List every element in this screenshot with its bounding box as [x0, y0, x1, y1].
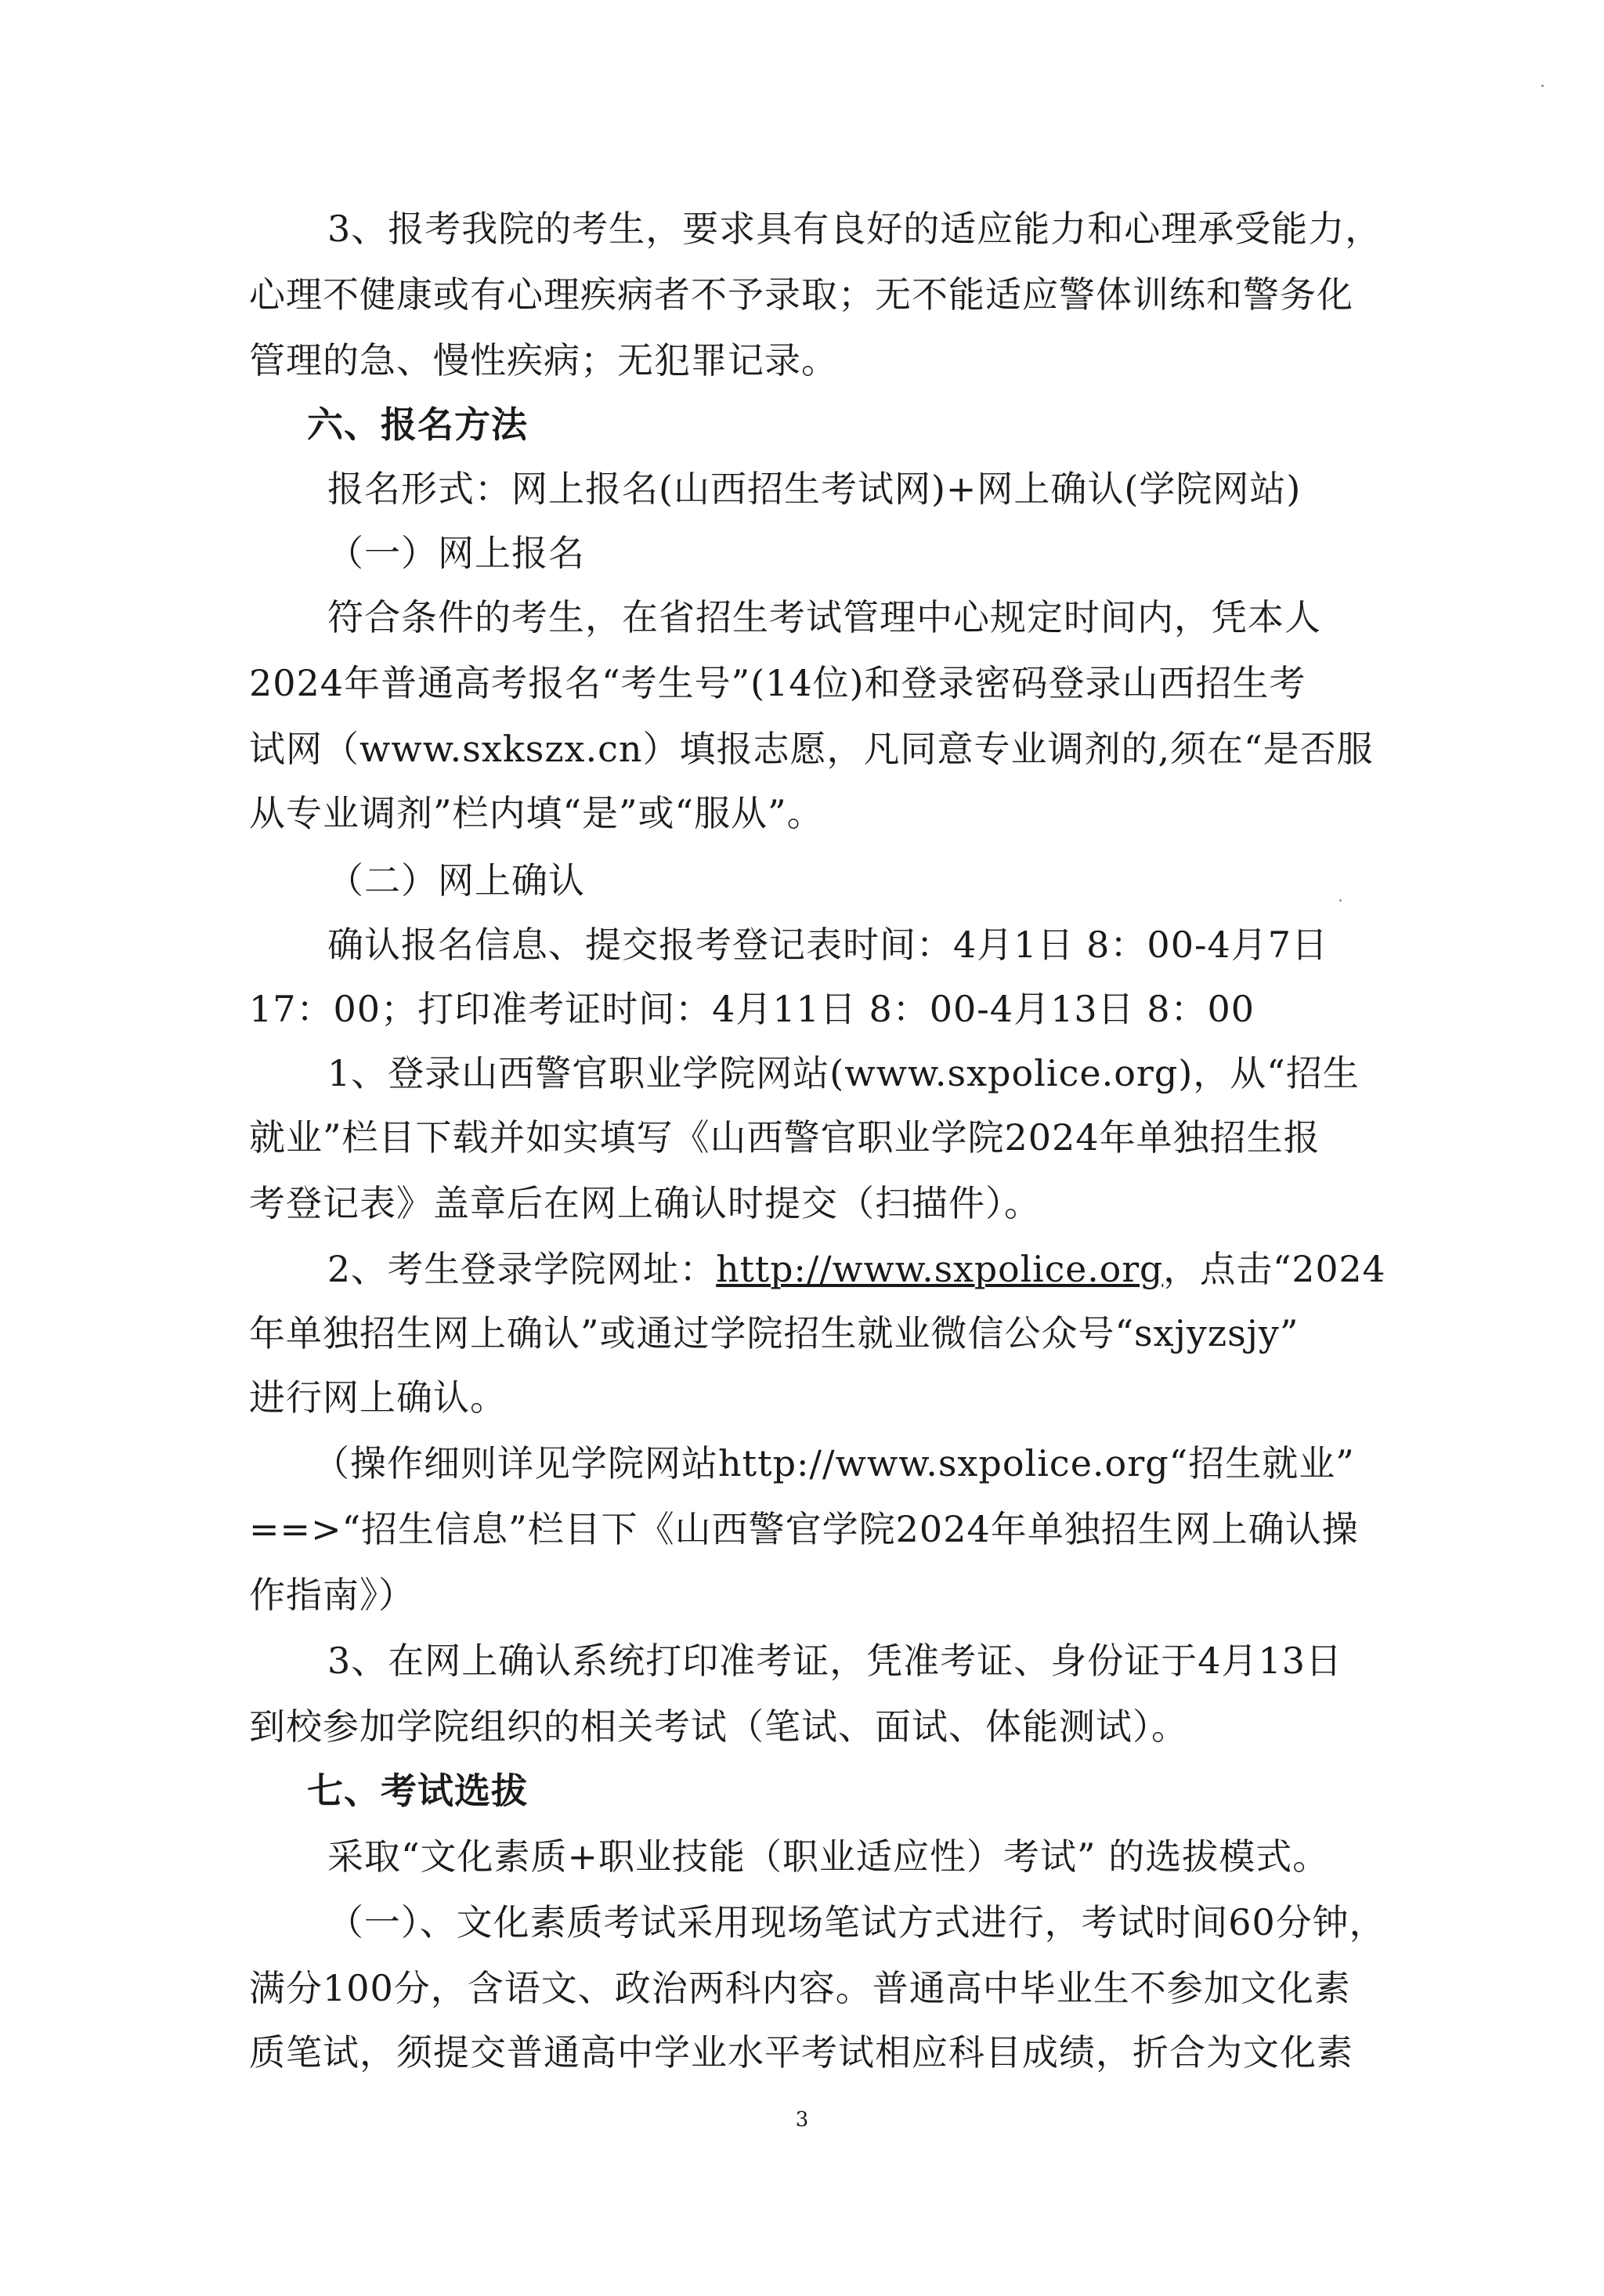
college-website-link[interactable]: http://www.sxpolice.org [716, 1248, 1164, 1290]
sub1-body-line-3: 试网（www.sxkszx.cn）填报志愿，凡同意专业调剂的,须在“是否服 [249, 728, 1374, 770]
sub1-heading: （一）网上报名 [327, 532, 585, 574]
section-6-heading: 六、报名方法 [307, 403, 528, 446]
sub1-body-line-4: 从专业调剂”栏内填“是”或“服从”。 [249, 792, 824, 834]
section-7-sub1-line-3: 质笔试，须提交普通高中学业水平考试相应科目成绩，折合为文化素 [249, 2031, 1353, 2074]
note-line-2: ==>“招生信息”栏目下《山西警官学院2024年单独招生网上确认操 [249, 1508, 1359, 1550]
item-1-line-3: 考登记表》盖章后在网上确认时提交（扫描件）。 [249, 1182, 1041, 1224]
item-2-line-3: 进行网上确认。 [249, 1376, 507, 1419]
item-2-line-1 [327, 1246, 1386, 1293]
sub2-time-line-1: 确认报名信息、提交报考登记表时间：4月1日 8：00-4月7日 [327, 924, 1329, 966]
sub1-body-line-1: 符合条件的考生，在省招生考试管理中心规定时间内，凭本人 [327, 596, 1321, 638]
item-3-line-1: 3、在网上确认系统打印准考证，凭准考证、身份证于4月13日 [327, 1640, 1343, 1682]
para-3-line-3: 管理的急、慢性疾病；无犯罪记录。 [249, 339, 838, 381]
section-7-intro: 采取“文化素质+职业技能（职业适应性）考试” 的选拔模式。 [327, 1835, 1330, 1878]
scan-speck [1541, 85, 1544, 87]
item-2-suffix: ，点击“2024 [1163, 1248, 1386, 1290]
para-3-line-1: 3、报考我院的考生，要求具有良好的适应能力和心理承受能力， [327, 208, 1382, 250]
note-line-1: （操作细则详见学院网站http://www.sxpolice.org“招生就业” [313, 1442, 1355, 1484]
item-1-line-2: 就业”栏目下载并如实填写《山西警官职业学院2024年单独招生报 [249, 1116, 1320, 1159]
registration-form-line: 报名形式：网上报名(山西招生考试网)+网上确认(学院网站) [327, 468, 1302, 510]
sub2-heading: （二）网上确认 [327, 859, 585, 902]
section-7-heading: 七、考试选拔 [307, 1770, 528, 1812]
sub1-body-line-2: 2024年普通高考报名“考生号”(14位)和登录密码登录山西招生考 [249, 662, 1306, 704]
page-number: 3 [795, 2108, 809, 2131]
item-2-line-2: 年单独招生网上确认”或通过学院招生就业微信公众号“sxjyzsjy” [249, 1312, 1299, 1354]
scan-speck [1339, 899, 1342, 902]
sub2-time-line-2: 17：00；打印准考证时间：4月11日 8：00-4月13日 8：00 [249, 988, 1255, 1030]
section-7-sub1-line-1: （一）、文化素质考试采用现场笔试方式进行，考试时间60分钟， [327, 1901, 1386, 1943]
note-line-3: 作指南》） [249, 1574, 415, 1616]
item-3-line-2: 到校参加学院组织的相关考试（笔试、面试、体能测试）。 [249, 1705, 1188, 1748]
section-7-sub1-line-2: 满分100分，含语文、政治两科内容。普通高中毕业生不参加文化素 [249, 1967, 1351, 2009]
item-1-line-1: 1、登录山西警官职业学院网站(www.sxpolice.org)，从“招生 [327, 1052, 1360, 1094]
para-3-line-2: 心理不健康或有心理疾病者不予录取；无不能适应警体训练和警务化 [249, 273, 1353, 316]
item-2-prefix: 2、考生登录学院网址： [327, 1248, 717, 1290]
